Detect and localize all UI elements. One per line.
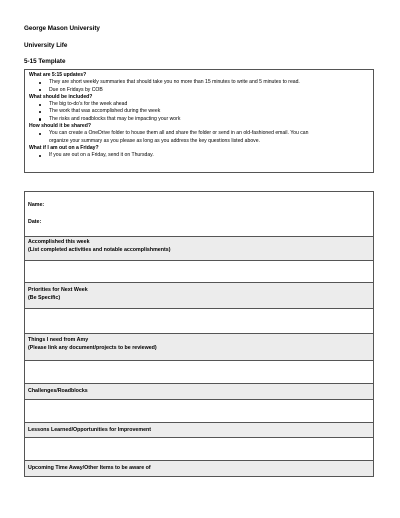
away-header [25,460,373,476]
needs-title: Things I need from Amy [28,337,89,343]
department-name: University Life [24,42,68,49]
accomplished-header [25,236,373,260]
lessons-title: Lessons Learned/Opportunities for Improvement [28,427,152,433]
instructions-box [24,69,374,173]
challenges-header [25,383,373,399]
needs-field[interactable] [25,360,373,383]
name-label: Name: [28,202,45,208]
name-date-section[interactable] [25,192,373,236]
question-share: How should it be shared? [29,123,91,130]
university-name: George Mason University [24,25,100,32]
challenges-field[interactable] [25,399,373,422]
priorities-title: Priorities for Next Week [28,287,88,293]
question-include: What should be included? [29,93,93,100]
needs-note: (Please link any document/projects to be reviewed) [28,345,157,351]
bullet-item-continuation: organize your summary as you please as long as you address the key questions listed above. [49,137,260,144]
priorities-header [25,282,373,308]
bullet-item: If you are out on a Friday, send it on Thursday. [29,152,369,159]
priorities-note: (Be Specific) [28,295,61,301]
accomplished-field[interactable] [25,260,373,282]
accomplished-title: Accomplished this week [28,239,90,245]
bullet-item: The big to-do's for the week ahead [29,101,369,108]
accomplished-note: (List completed activities and notable accomplishments) [28,247,171,253]
question-what: What are 5:15 updates? [29,72,87,78]
away-title: Upcoming Time Away/Other Items to be aware of [28,465,151,471]
bullet-item: The risks and roadblocks that may be impacting your work [29,116,369,123]
bullet-item: The work that was accomplished during the week [29,108,369,115]
lessons-field[interactable] [25,437,373,460]
date-label: Date: [28,219,42,225]
priorities-field[interactable] [25,308,373,333]
bullet-item: Due on Fridays by COB [29,87,369,94]
lessons-header [25,422,373,437]
needs-header [25,333,373,360]
bullet-item: You can create a OneDrive folder to house them all and share the folder or send in an old-fashioned email. You can [29,130,369,137]
weekly-form [24,191,374,477]
challenges-title: Challenges/Roadblocks [28,388,88,394]
question-friday: What if I am out on a Friday? [29,144,99,151]
bullet-item: They are short weekly summaries that should take you no more than 15 minutes to write and 5 minutes to read. [29,79,369,86]
template-title: 5-15 Template [24,58,66,65]
